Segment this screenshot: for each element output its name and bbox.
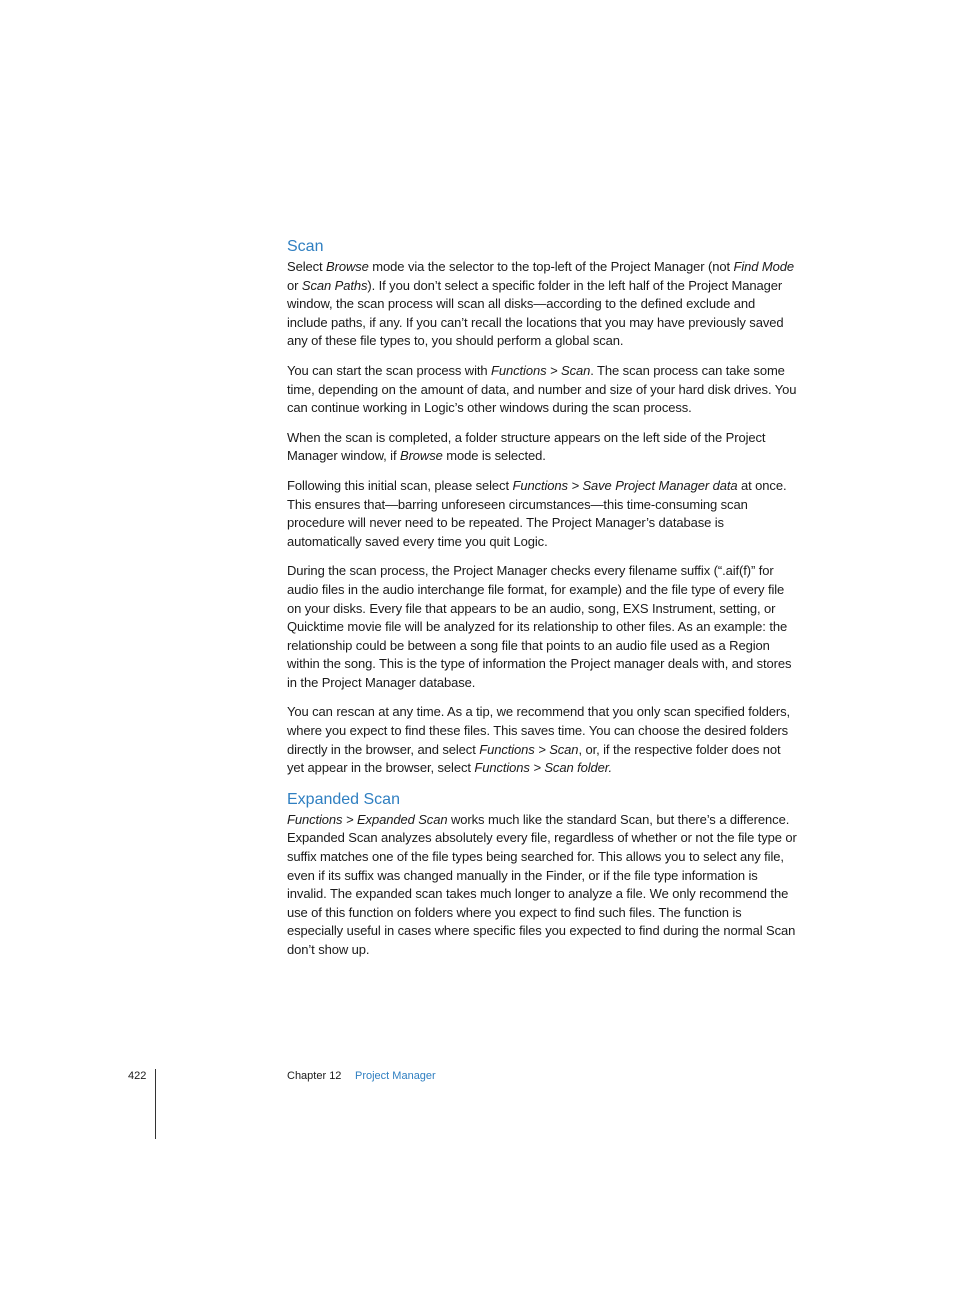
paragraph: Functions > Expanded Scan works much like the standard Scan, but there’s a difference. Expanded Scan analyzes absolutely every file, regardless of whether or not the file type or suffix matches one of the file types being searched for. This allows you to select any file, even if its suffix was changed manually in the Finder, or if the file type information is invalid. The expanded scan takes much longer to analyze a file. We only recommend the use of this function on folders where you expect to find such files. The function is especially useful in cases where specific files you expected to find during the normal Scan don’t show up. [287,811,797,957]
italic-term: Functions > Scan [479,741,579,757]
italic-term: Find Mode [733,259,795,274]
section-title-scan: Scan [287,238,324,255]
italic-term: Browse [326,259,369,274]
italic-term: Functions > Expanded Scan [287,811,448,827]
italic-term: Functions > Scan [491,362,591,378]
page-number: 422 [128,1070,147,1082]
paragraph: When the scan is completed, a folder structure appears on the left side of the Project Manager window, if Browse mode is selected. [287,429,766,464]
paragraph: Select Browse mode via the selector to the top-left of the Project Manager (not Find Mode or Scan Paths). If you don’t select a specific folder in the left half of the Project Manager window, the scan process will scan all disks—according to the defined exclude and include paths, if any. If you can’t recall the locations that you may have previously saved any of these file types to, you should perform a global scan. [287,259,795,349]
section-title-expanded-scan: Expanded Scan [287,790,400,808]
paragraph: During the scan process, the Project Manager checks every filename suffix (“.aif(f)” for audio files in the audio interchange file format, for example) and the file type of every file on your disks. Every file that appears to be an audio, song, EXS Instrument, setting, or Quicktime movie file will be analyzed for its relationship to other files. As an example: the relationship could be between a song file that points to an audio file used as a Region within the song. This is the type of information the Project manager deals with, and stores in the Project Manager database. [287,563,792,690]
paragraph: You can start the scan process with Functions > Scan. The scan process can take some time, depending on the amount of data, and number and size of your hard disk drives. You can continue working in Logic’s other windows during the scan process. [287,362,797,416]
italic-term: Functions > Scan folder. [474,760,613,776]
paragraph: Following this initial scan, please select Functions > Save Project Manager data at once. This ensures that—barring unforeseen circumstances—this time-consuming scan procedure will never need to be repeated. The Project Manager’s database is automatically saved every time you quit Logic. [287,477,787,549]
document-body [287,236,797,971]
italic-term: Scan Paths [301,277,368,293]
footer-divider [155,1069,156,1139]
italic-term: Browse [400,448,443,464]
chapter-label: Chapter 12 [287,1070,342,1082]
italic-term: Functions > Save Project Manager data [512,477,738,493]
paragraph: You can rescan at any time. As a tip, we recommend that you only scan specified folders, where you expect to find these files. This saves time. You can choose the desired folders directly in the browser, and select Functions > Scan, or, if the respective folder does not yet appear in the browser, select Functions > Scan folder. [287,704,791,776]
chapter-name: Project Manager [355,1070,436,1082]
